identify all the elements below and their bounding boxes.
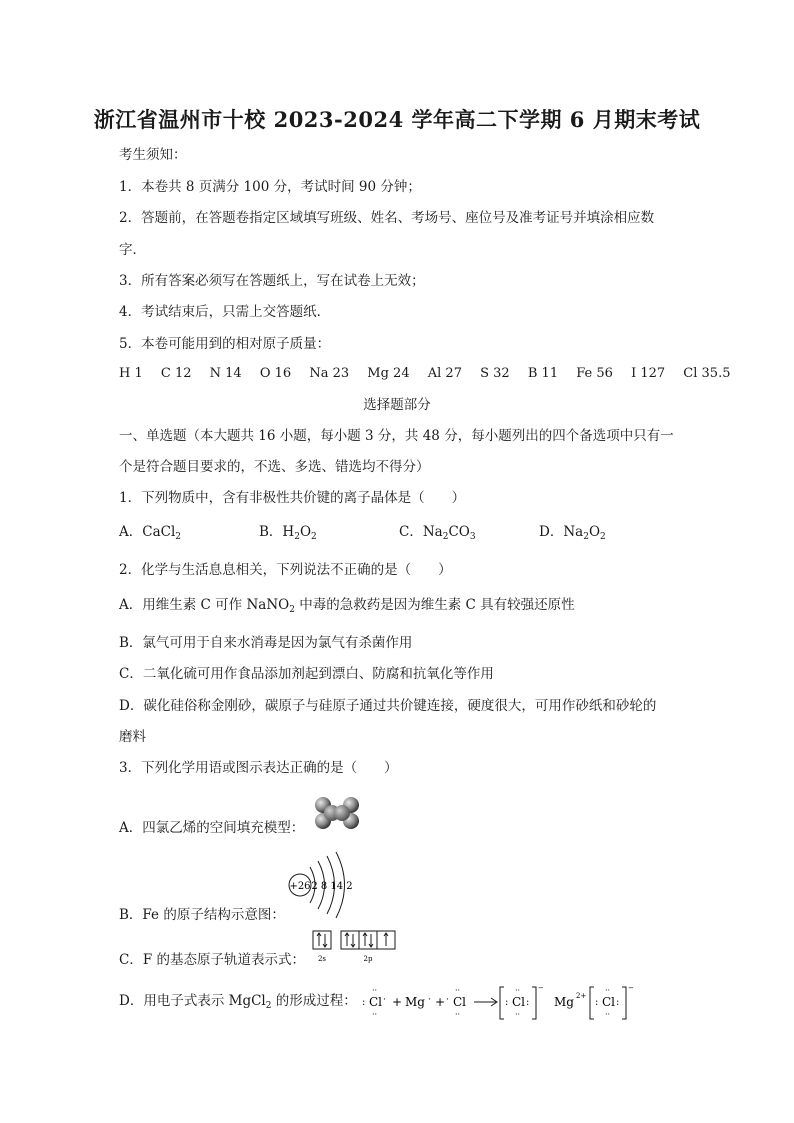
mass-fe: Fe 56 xyxy=(576,366,613,381)
mass-s: S 32 xyxy=(480,366,510,381)
svg-text::: : xyxy=(362,997,366,1008)
q2-option-d: D．碳化硅俗称金刚砂，碳原子与硅原子通过共价键连接，硬度很大，可用作砂纸和砂轮的 xyxy=(119,698,657,714)
notice-5: 5．本卷可能用到的相对原子质量： xyxy=(119,336,331,352)
svg-text::: : xyxy=(505,997,509,1008)
q1-option-d xyxy=(539,522,606,547)
svg-text:··: ·· xyxy=(372,986,378,995)
mass-na: Na 23 xyxy=(309,366,350,381)
mass-b: B 11 xyxy=(527,366,559,381)
mass-c: C 12 xyxy=(160,366,192,381)
notice-4: 4．考试结束后，只需上交答题纸． xyxy=(119,304,331,320)
q1-a-label: A． xyxy=(119,524,143,540)
orbital-diagram xyxy=(312,930,404,966)
cl-symbol: Cl xyxy=(369,995,383,1009)
q1-c-sub-1: 2 xyxy=(442,532,449,542)
q2-a-formula: NaNO xyxy=(246,597,290,613)
orbital-2p-label: 2p xyxy=(363,955,373,963)
mass-i: I 127 xyxy=(631,366,666,381)
svg-text:··: ·· xyxy=(455,1010,461,1019)
q1-d-formula-1: Na xyxy=(563,524,584,540)
part-intro-1: 一、单选题（本大题共 16 小题，每小题 3 分，共 48 分，每小题列出的四个备选项中只有一 xyxy=(119,428,674,444)
svg-text:··: ·· xyxy=(372,1010,378,1019)
svg-text:··: ·· xyxy=(515,1010,521,1019)
mass-mg: Mg 24 xyxy=(367,366,410,381)
svg-text::: : xyxy=(526,997,530,1008)
q3-option-c: C．F 的基态原子轨道表示式： xyxy=(119,952,305,968)
orbital-2s-label: 2s xyxy=(317,955,327,963)
cl-symbol: Cl xyxy=(453,995,467,1009)
notice-header: 考生须知： xyxy=(119,147,187,163)
q3-d-sub: 2 xyxy=(265,1001,272,1011)
q3-option-d xyxy=(119,991,357,1016)
plus-sign-1: + xyxy=(392,995,403,1009)
notice-1: 1．本卷共 8 页满分 100 分，考试时间 90 分钟； xyxy=(119,179,421,195)
notice-2: 2．答题前，在答题卷指定区域填写班级、姓名、考场号、座位号及准考证号并填涂相应数 xyxy=(119,210,655,226)
svg-text::: : xyxy=(616,997,620,1008)
mg-ion-symbol: Mg xyxy=(554,995,574,1009)
q1-d-sub-1: 2 xyxy=(583,532,589,542)
cl-ion-symbol: Cl xyxy=(602,995,616,1009)
q1-d-formula-2: O xyxy=(588,524,601,540)
q2-option-c: C．二氧化硫可用作食品添加剂起到漂白、防腐和抗氧化等作用 xyxy=(119,666,494,682)
q1-d-label: D． xyxy=(539,524,564,540)
svg-text:·: · xyxy=(383,995,386,1005)
mg-symbol: Mg xyxy=(405,995,425,1009)
mass-cl: Cl 35.5 xyxy=(683,366,731,381)
q1-option-a xyxy=(119,522,181,547)
q1-a-formula: CaCl xyxy=(142,524,176,540)
atomic-mass-list xyxy=(119,364,744,384)
mg-ion-charge: 2+ xyxy=(576,992,587,1000)
svg-text:··: ·· xyxy=(515,986,521,995)
q2-a-post: 中毒的急救药是因为维生素 C 具有较强还原性 xyxy=(294,597,575,613)
q2-a-sub: 2 xyxy=(289,605,295,615)
q1-option-c xyxy=(399,522,476,547)
q1-a-sub: 2 xyxy=(175,532,182,542)
section-title: 选择题部分 xyxy=(363,397,431,413)
q1-b-label: B． xyxy=(259,524,283,540)
cl-atom-right xyxy=(446,986,466,1019)
electron-shells-label: 2 8 14 2 xyxy=(311,881,353,892)
q3-d-pre: D．用电子式表示 xyxy=(119,993,229,1009)
q1-c-formula-1: Na xyxy=(422,524,443,540)
q3-d-post: 的形成过程： xyxy=(271,993,357,1009)
q1-stem: 1．下列物质中，含有非极性共价键的离子晶体是（ ） xyxy=(119,490,466,506)
svg-text:−: − xyxy=(538,984,544,992)
q2-option-b: B．氯气可用于自来水消毒是因为氯气有杀菌作用 xyxy=(119,635,413,651)
mass-n: N 14 xyxy=(209,366,242,381)
mass-h: H 1 xyxy=(119,366,143,381)
q2-a-pre: A．用维生素 C 可作 xyxy=(119,597,247,613)
q1-b-sub-2: 2 xyxy=(311,532,317,542)
svg-text:··: ·· xyxy=(605,1010,611,1019)
q1-b-formula-1: H xyxy=(282,524,295,540)
q3-option-b: B．Fe 的原子结构示意图： xyxy=(119,907,285,923)
q1-option-b xyxy=(259,522,317,547)
nucleus-label: +26 xyxy=(289,881,311,892)
q1-c-label: C． xyxy=(399,524,423,540)
svg-text:··: ·· xyxy=(455,986,461,995)
q3-option-a: A．四氯乙烯的空间填充模型： xyxy=(119,820,305,836)
atomic-structure-diagram xyxy=(284,851,364,921)
svg-text:·: · xyxy=(446,995,449,1005)
notice-2-cont: 字． xyxy=(119,242,146,258)
q3-d-formula: MgCl xyxy=(228,993,266,1009)
mass-o: O 16 xyxy=(259,366,292,381)
q3-stem: 3．下列化学用语或图示表达正确的是（ ） xyxy=(119,760,398,776)
electron-dot-formation-diagram xyxy=(358,981,648,1023)
q2-option-a xyxy=(119,595,575,620)
svg-text:··: ·· xyxy=(605,986,611,995)
q1-c-formula-2: CO xyxy=(448,524,470,540)
cl-atom-left xyxy=(362,986,386,1019)
svg-text:−: − xyxy=(628,984,634,992)
exam-title: 浙江省温州市十校 2023-2024 学年高二下学期 6 月期末考试 xyxy=(93,107,701,132)
svg-text:·: · xyxy=(428,995,431,1005)
part-intro-2: 个是符合题目要求的，不选、多选、错选均不得分） xyxy=(119,459,430,475)
mass-al: Al 27 xyxy=(427,366,462,381)
q2-option-d-cont: 磨料 xyxy=(119,729,146,745)
cl-ion-symbol: Cl xyxy=(512,995,526,1009)
mg-atom xyxy=(405,995,431,1009)
svg-text::: : xyxy=(595,997,599,1008)
notice-3: 3．所有答案必须写在答题纸上，写在试卷上无效； xyxy=(119,273,425,289)
q1-c-sub-2: 3 xyxy=(469,532,476,542)
q1-b-formula-2: O xyxy=(299,524,312,540)
q2-stem: 2．化学与生活息息相关，下列说法不正确的是（ ） xyxy=(119,562,452,578)
q1-d-sub-2: 2 xyxy=(600,532,606,542)
reaction-arrow-icon xyxy=(474,998,497,1006)
space-filling-model-icon xyxy=(312,795,362,831)
plus-sign-2: + xyxy=(435,995,446,1009)
q1-b-sub-1: 2 xyxy=(294,532,300,542)
